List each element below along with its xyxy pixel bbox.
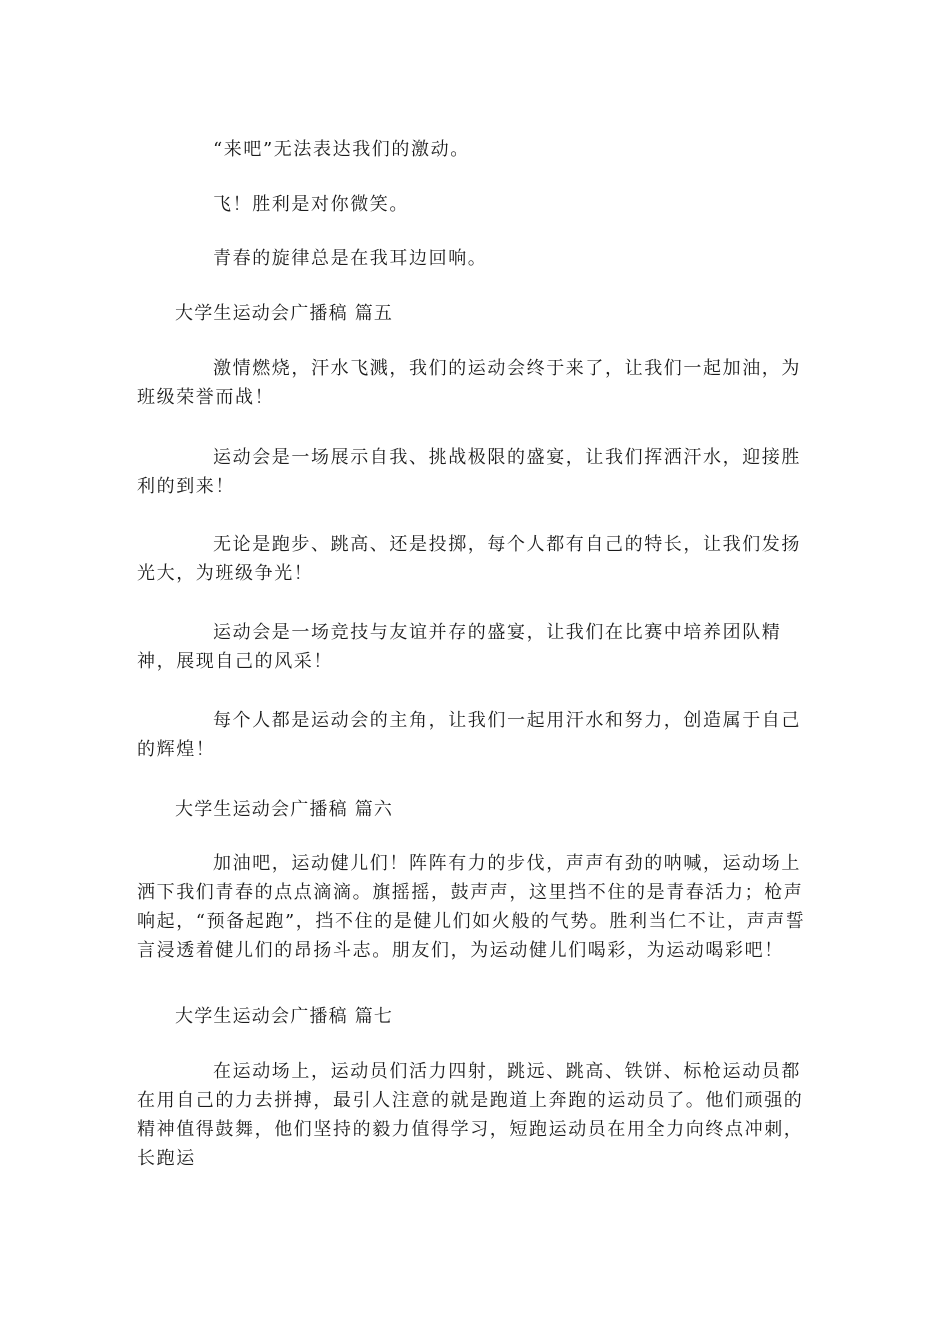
paragraph: 飞！胜利是对你微笑。 <box>213 194 409 215</box>
paragraph: 在运动场上，运动员们活力四射，跳远、跳高、铁饼、标枪运动员都在用自己的力去拼搏，最引人注意的就是跑道上奔跑的运动员了。他们顽强的精神值得鼓舞，他们坚持的毅力值得学习，短跑运动员在用全力向终点冲刺，长跑运 <box>137 1061 804 1169</box>
section-heading: 大学生运动会广播稿 篇六 <box>175 799 394 820</box>
paragraph: 运动会是一场展示自我、挑战极限的盛宴，让我们挥洒汗水，迎接胜利的到来！ <box>137 447 801 497</box>
section-heading: 大学生运动会广播稿 篇五 <box>175 303 394 324</box>
paragraph: 加油吧，运动健儿们！阵阵有力的步伐，声声有劲的呐喊，运动场上洒下我们青春的点点滴滴。旗摇摇，鼓声声，这里挡不住的是青春活力；枪声响起，“预备起跑”，挡不住的是健儿们如火般的气势。胜利当仁不让，声声誓言浸透着健儿们的昂扬斗志。朋友们，为运动健儿们喝彩，为运动喝彩吧！ <box>137 853 806 961</box>
paragraph: 每个人都是运动会的主角，让我们一起用汗水和努力，创造属于自己的辉煌！ <box>137 710 801 760</box>
paragraph: 无论是跑步、跳高、还是投掷，每个人都有自己的特长，让我们发扬光大，为班级争光！ <box>137 534 801 584</box>
paragraph: 运动会是一场竞技与友谊并存的盛宴，让我们在比赛中培养团队精神，展现自己的风采！ <box>137 622 782 672</box>
paragraph: 激情燃烧，汗水飞溅，我们的运动会终于来了，让我们一起加油，为班级荣誉而战！ <box>137 358 801 408</box>
paragraph: “来吧”无法表达我们的激动。 <box>213 139 470 160</box>
paragraph: 青春的旋律总是在我耳边回响。 <box>213 248 488 269</box>
section-heading: 大学生运动会广播稿 篇七 <box>175 1006 394 1027</box>
